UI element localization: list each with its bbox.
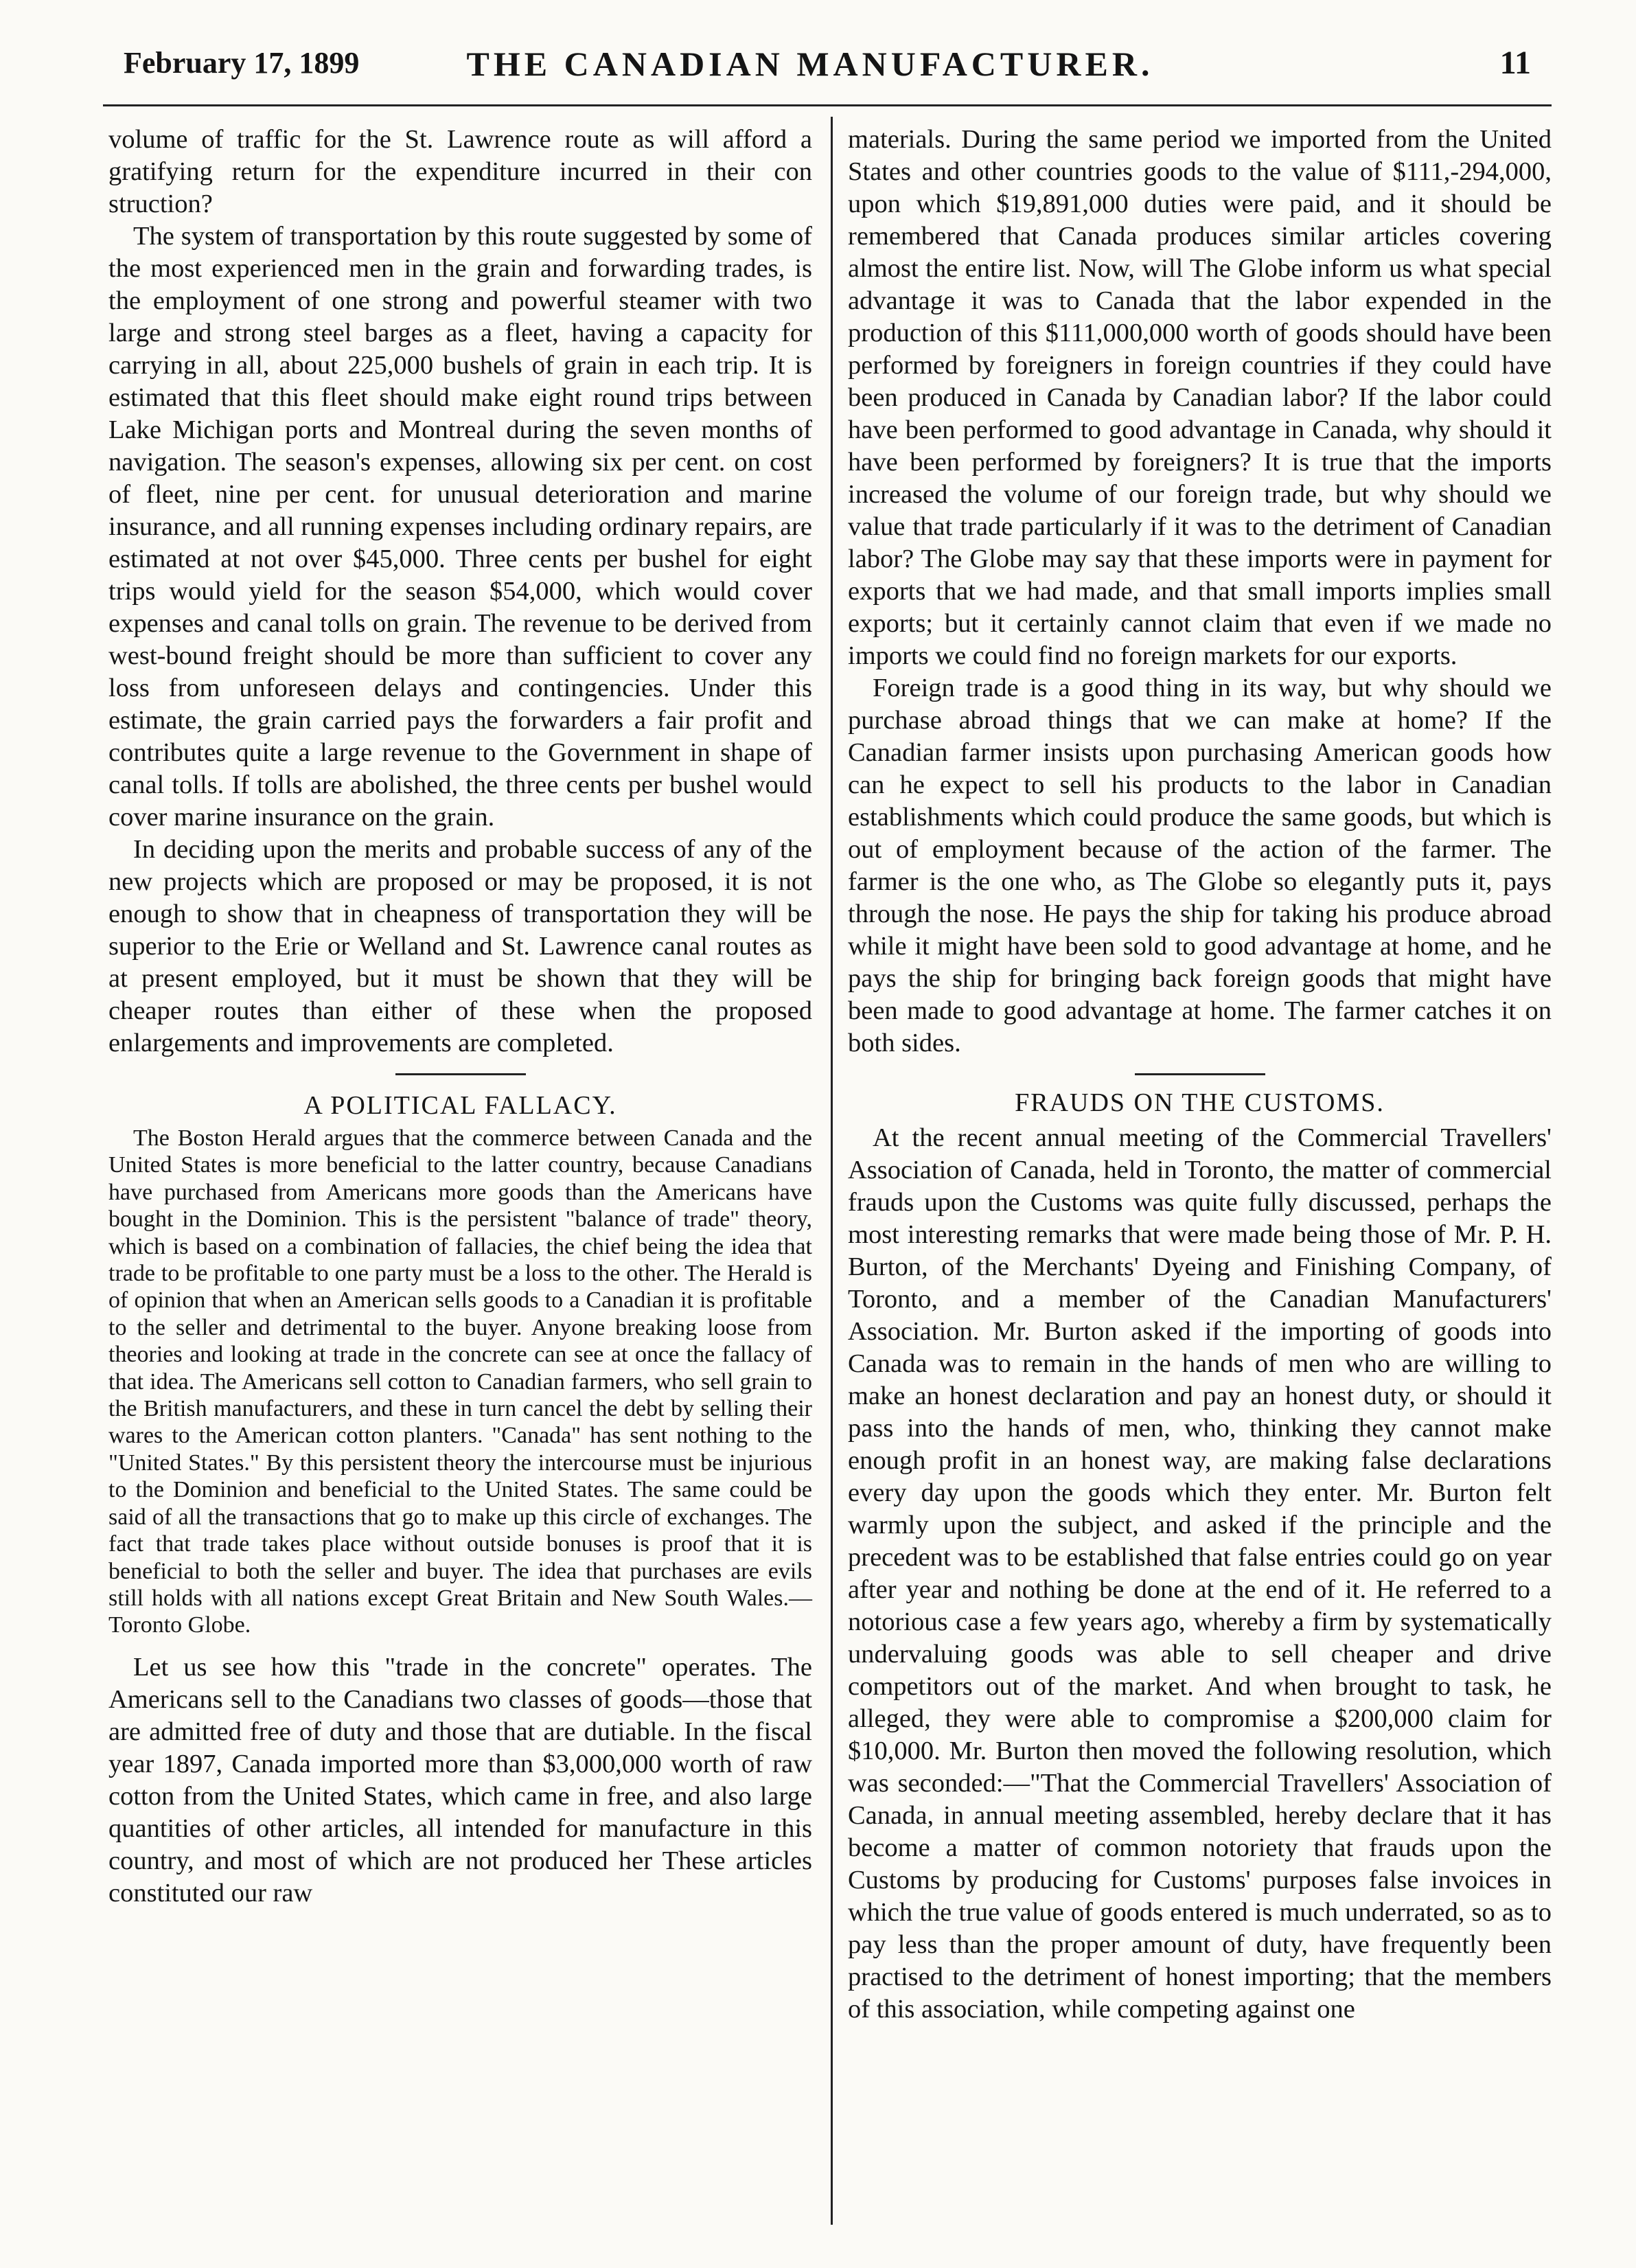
paragraph: In deciding upon the merits and probable success of any of the new projects which are proposed or may be proposed, it is not enough to show that in cheapness of transportation they will be superior to the Erie or Welland and St. Lawrence canal routes as at present employed, but it must be shown that they will be cheaper routes than either of these when the proposed enlargements and improvements are completed. <box>108 835 812 1057</box>
paragraph: The system of transportation by this route suggested by some of the most experienced men in the grain and forwarding trades, is the employment of one strong and powerful steamer with two large and strong steel barges as a fleet, having a capacity for carrying in all, about 225,000 bushels of grain in each trip. It is estimated that this fleet should make eight round trips between Lake Michigan ports and Montreal during the seven months of navigation. The season's expenses, allowing six per cent. on cost of fleet, nine per cent. for unusual deterioration and marine insurance, and all running expenses including ordinary repairs, are estimated at not over $45,000. Three cents per bushel for eight trips would yield for the season $54,000, which would cover expenses and canal tolls on grain. The revenue to be derived from west-bound freight should be more than sufficient to cover any loss from unforeseen delays and contingencies. Under this estimate, the grain carried pays the forwarders a fair profit and contributes quite a large revenue to the Government in shape of canal tolls. If tolls are abolished, the three cents per bushel would cover marine insurance on the grain. <box>108 222 812 832</box>
paragraph: Foreign trade is a good thing in its way, but why should we purchase abroad things that we can make at home? If the Canadian farmer insists upon purchasing American goods how can he expect to sell his products to the labor in Canadian establishments which could produce the same goods, but which is out of employment because of the action of the farmer. The farmer is the one who, as The Globe so elegantly puts it, pays through the nose. He pays the ship for taking his produce abroad while it might have been sold to good advantage at home, and he pays the ship for bringing back foreign goods that might have been made to good advantage at home. The farmer catches it on both sides. <box>848 674 1552 1057</box>
paragraph: materials. During the same period we imported from the United States and other countries goods to the value of $111,-294,000, upon which $19,891,000 duties were paid, and it should be remembered that Canada produces similar articles covering almost the entire list. Now, will The Globe inform us what special advantage it was to Canada that the labor expended in the production of this $111,000,000 worth of goods should have been performed by foreigners in foreign countries if they could have been produced in Canada by Canadian labor? If the labor could have been performed to good advantage in Canada, why should it have been performed by foreigners? It is true that the imports increased the volume of our foreign trade, but why should we value that trade particularly if it was to the detriment of Canadian labor? The Globe may say that these imports were in payment for exports that we had made, and that small imports implies small exports; but it certainly cannot claim that even if we made no imports we could find no foreign markets for our exports. <box>848 125 1552 670</box>
article-heading: A POLITICAL FALLACY. <box>303 1091 617 1120</box>
column-divider <box>831 117 833 2225</box>
quoted-paragraph: The Boston Herald argues that the commerce between Canada and the United States is more beneficial to the latter country, because Canadians have purchased from Americans more goods than the Americans have bought in the Dominion. This is the persistent "balance of trade" theory, which is based on a combination of fallacies, the chief being the idea that trade to be profitable to one party must be a loss to the other. The Herald is of opinion that when an American sells goods to a Canadian it is profitable to the seller and detrimental to the buyer. Anyone breaking loose from theories and looking at trade in the concrete can see at once the fallacy of that idea. The Americans sell cotton to Canadian farmers, who sell grain to the British manufacturers, and these in turn cancel the debt by selling their wares to the American cotton planters. "Canada" has sent nothing to the "United States." By this persistent theory the intercourse must be injurious to the Dominion and beneficial to the United States. The same could be said of all the transactions that go to make up this circle of exchanges. The fact that trade takes place without outside bonuses is proof that it is beneficial to both the seller and buyer. The idea that purchases are evils still holds with all nations except Great Britain and New South Wales.—Toronto Globe. <box>108 1125 812 1638</box>
article-heading: FRAUDS ON THE CUSTOMS. <box>1015 1088 1385 1117</box>
page-number: 11 <box>1499 45 1531 81</box>
publication-title: THE CANADIAN MANUFACTURER. <box>466 45 1154 83</box>
left-column <box>108 124 812 1910</box>
paragraph: At the recent annual meeting of the Commercial Travellers' Association of Canada, held in Toronto, the matter of commercial frauds upon the Customs was quite fully discussed, perhaps the most interesting remarks that were made being those of Mr. P. H. Burton, of the Merchants' Dyeing and Finishing Company, of Toronto, and a member of the Canadian Manufacturers' Association. Mr. Burton asked if the importing of goods into Canada was to remain in the hands of men who are willing to make an honest declaration and pay an honest duty, or should it pass into the hands of men, who, thinking they cannot make enough profit in an honest way, are making false declarations every day upon the goods which they enter. Mr. Burton felt warmly upon the subject, and asked if the principle and the precedent was to be established that false entries could go on year after year and nothing be done at the end of it. He referred to a notorious case a few years ago, whereby a firm by systematically undervaluing goods was able to sell cheaper and drive competitors out of the market. And when brought to task, he alleged, they were able to compromise a $200,000 claim for $10,000. Mr. Burton then moved the following resolution, which was seconded:—"That the Commercial Travellers' Association of Canada, in annual meeting assembled, hereby declare that it has become a matter of common notoriety that frauds upon the Customs by producing for Customs' purposes false invoices in which the true value of goods entered is much underrated, so as to pay less than the proper amount of duty, have frequently been practised to the detriment of honest importing; that the members of this association, while competing against one <box>848 1123 1552 2024</box>
paragraph: volume of traffic for the St. Lawrence route as will afford a gratifying return for the expenditure incurred in their con struction? <box>108 125 812 218</box>
right-column <box>848 124 1552 2026</box>
paragraph: Let us see how this "trade in the concrete" operates. The Americans sell to the Canadians two classes of goods—those that are admitted free of duty and those that are dutiable. In the fiscal year 1897, Canada imported more than $3,000,000 worth of raw cotton from the United States, which came in free, and also large quantities of other articles, all intended for manufacture in this country, and most of which are not produced her These articles constituted our raw <box>108 1652 812 1908</box>
issue-date: February 17, 1899 <box>124 46 360 80</box>
header-rule <box>103 104 1552 106</box>
page-header <box>82 40 1538 88</box>
